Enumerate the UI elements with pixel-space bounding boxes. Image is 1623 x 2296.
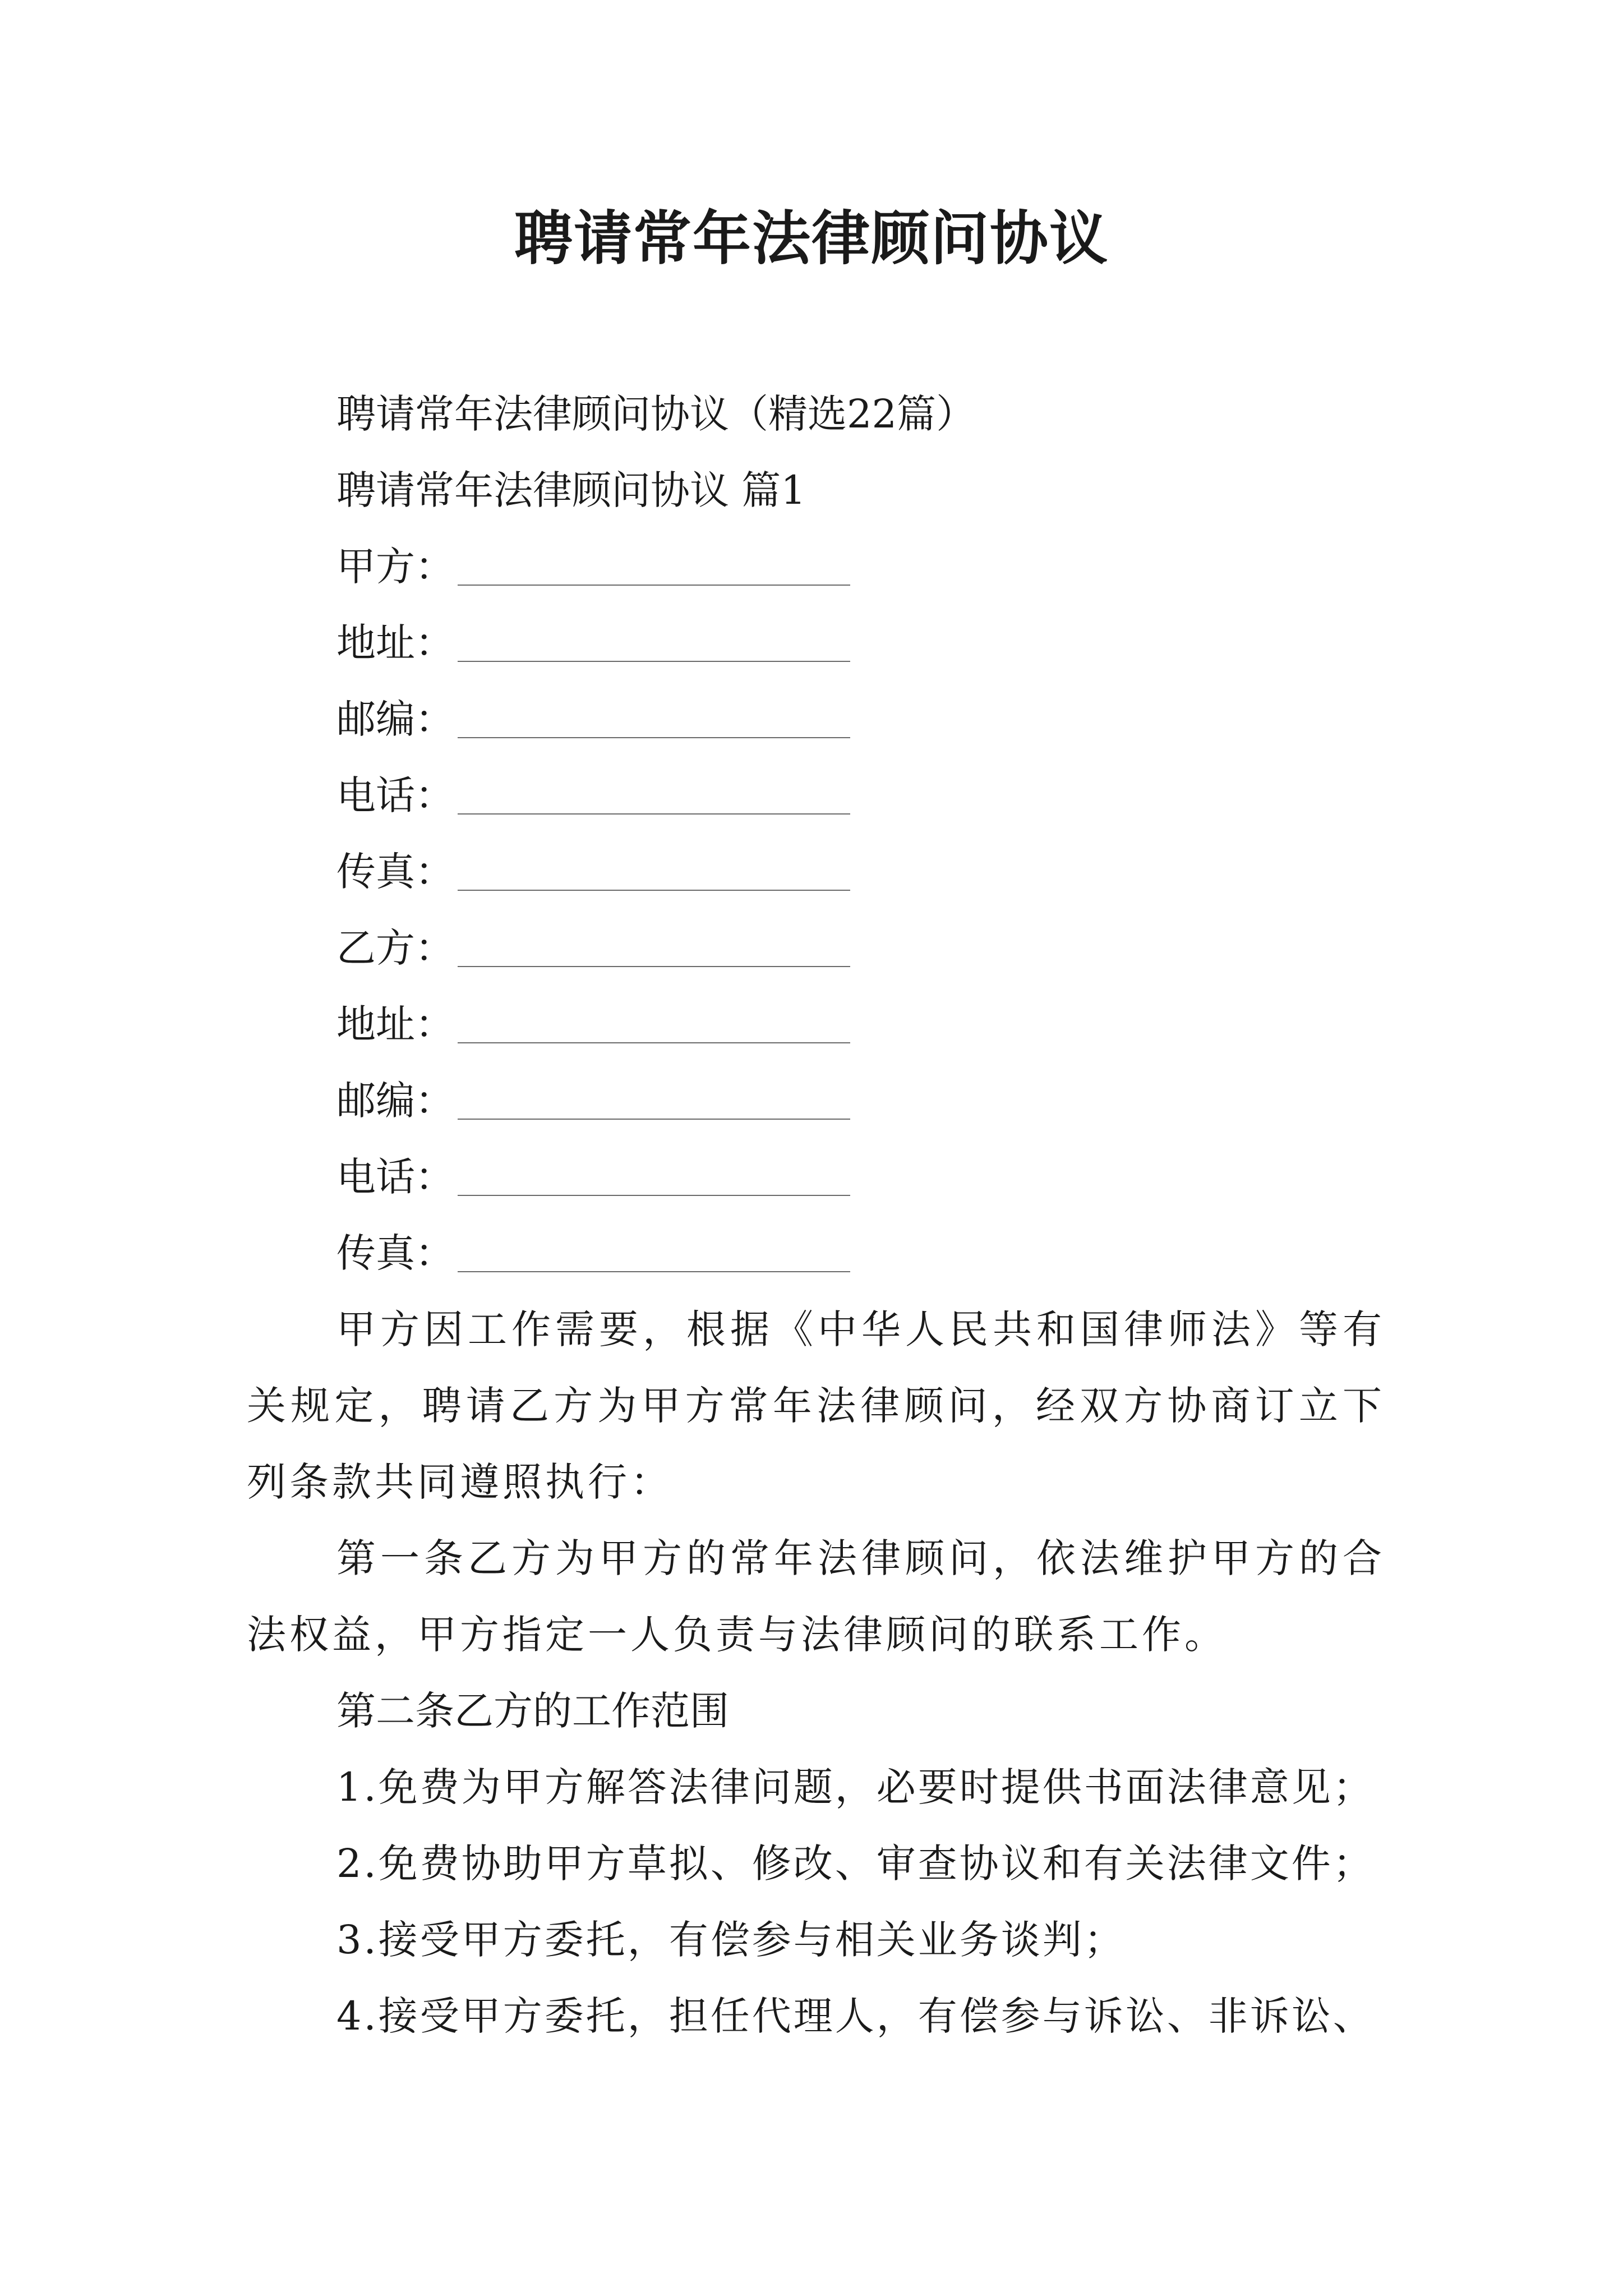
field-label: 邮编： bbox=[336, 1078, 454, 1124]
document-body bbox=[247, 376, 1385, 2054]
fill-in-blank bbox=[458, 1234, 850, 1272]
list-item: 4.接受甲方委托，担任代理人，有偿参与诉讼、非诉讼、 bbox=[336, 1993, 1375, 2039]
field-label: 地址： bbox=[336, 1001, 454, 1047]
field-label: 电话： bbox=[336, 1154, 454, 1200]
party-b-fax-field bbox=[247, 1215, 1385, 1291]
fill-in-blank bbox=[458, 1158, 850, 1196]
field-label: 甲方： bbox=[336, 544, 454, 590]
party-a-postcode-field bbox=[247, 681, 1385, 757]
party-b-postcode-field bbox=[247, 1062, 1385, 1139]
field-label: 电话： bbox=[336, 772, 454, 818]
list-item: 1.免费为甲方解答法律问题，必要时提供书面法律意见； bbox=[336, 1764, 1375, 1810]
party-a-address-field bbox=[247, 605, 1385, 681]
field-label: 传真： bbox=[336, 1230, 454, 1276]
fill-in-blank bbox=[458, 1005, 850, 1043]
field-label: 乙方： bbox=[336, 925, 454, 971]
field-label: 邮编： bbox=[336, 696, 454, 742]
section-heading: 聘请常年法律顾问协议 篇1 bbox=[336, 467, 806, 513]
fill-in-blank bbox=[458, 547, 850, 586]
list-item: 3.接受甲方委托，有偿参与相关业务谈判； bbox=[336, 1917, 1126, 1963]
article-1-paragraph: 第一条乙方为甲方的常年法律顾问，依法维护甲方的合法权益，甲方指定一人负责与法律顾问的联系工作。 bbox=[247, 1535, 1385, 1658]
article-2-heading: 第二条乙方的工作范围 bbox=[336, 1688, 729, 1734]
party-a-name-field bbox=[247, 528, 1385, 605]
fill-in-blank bbox=[458, 700, 850, 738]
fill-in-blank bbox=[458, 853, 850, 891]
fill-in-blank bbox=[458, 1082, 850, 1120]
party-a-fax-field bbox=[247, 834, 1385, 910]
fill-in-blank bbox=[458, 929, 850, 967]
party-a-phone-field bbox=[247, 757, 1385, 834]
party-b-phone-field bbox=[247, 1139, 1385, 1215]
intro-paragraph: 甲方因工作需要，根据《中华人民共和国律师法》等有关规定，聘请乙方为甲方常年法律顾问，经双方协商订立下列条款共同遵照执行： bbox=[247, 1306, 1385, 1505]
document-title: 聘请常年法律顾问协议 bbox=[514, 204, 1109, 273]
fill-in-blank bbox=[458, 776, 850, 815]
fill-in-blank bbox=[458, 624, 850, 662]
list-item: 2.免费协助甲方草拟、修改、审查协议和有关法律文件； bbox=[336, 1841, 1375, 1887]
field-label: 地址： bbox=[336, 620, 454, 666]
document-subtitle: 聘请常年法律顾问协议（精选22篇） bbox=[336, 391, 976, 437]
party-b-address-field bbox=[247, 986, 1385, 1062]
field-label: 传真： bbox=[336, 849, 454, 895]
party-b-name-field bbox=[247, 910, 1385, 986]
